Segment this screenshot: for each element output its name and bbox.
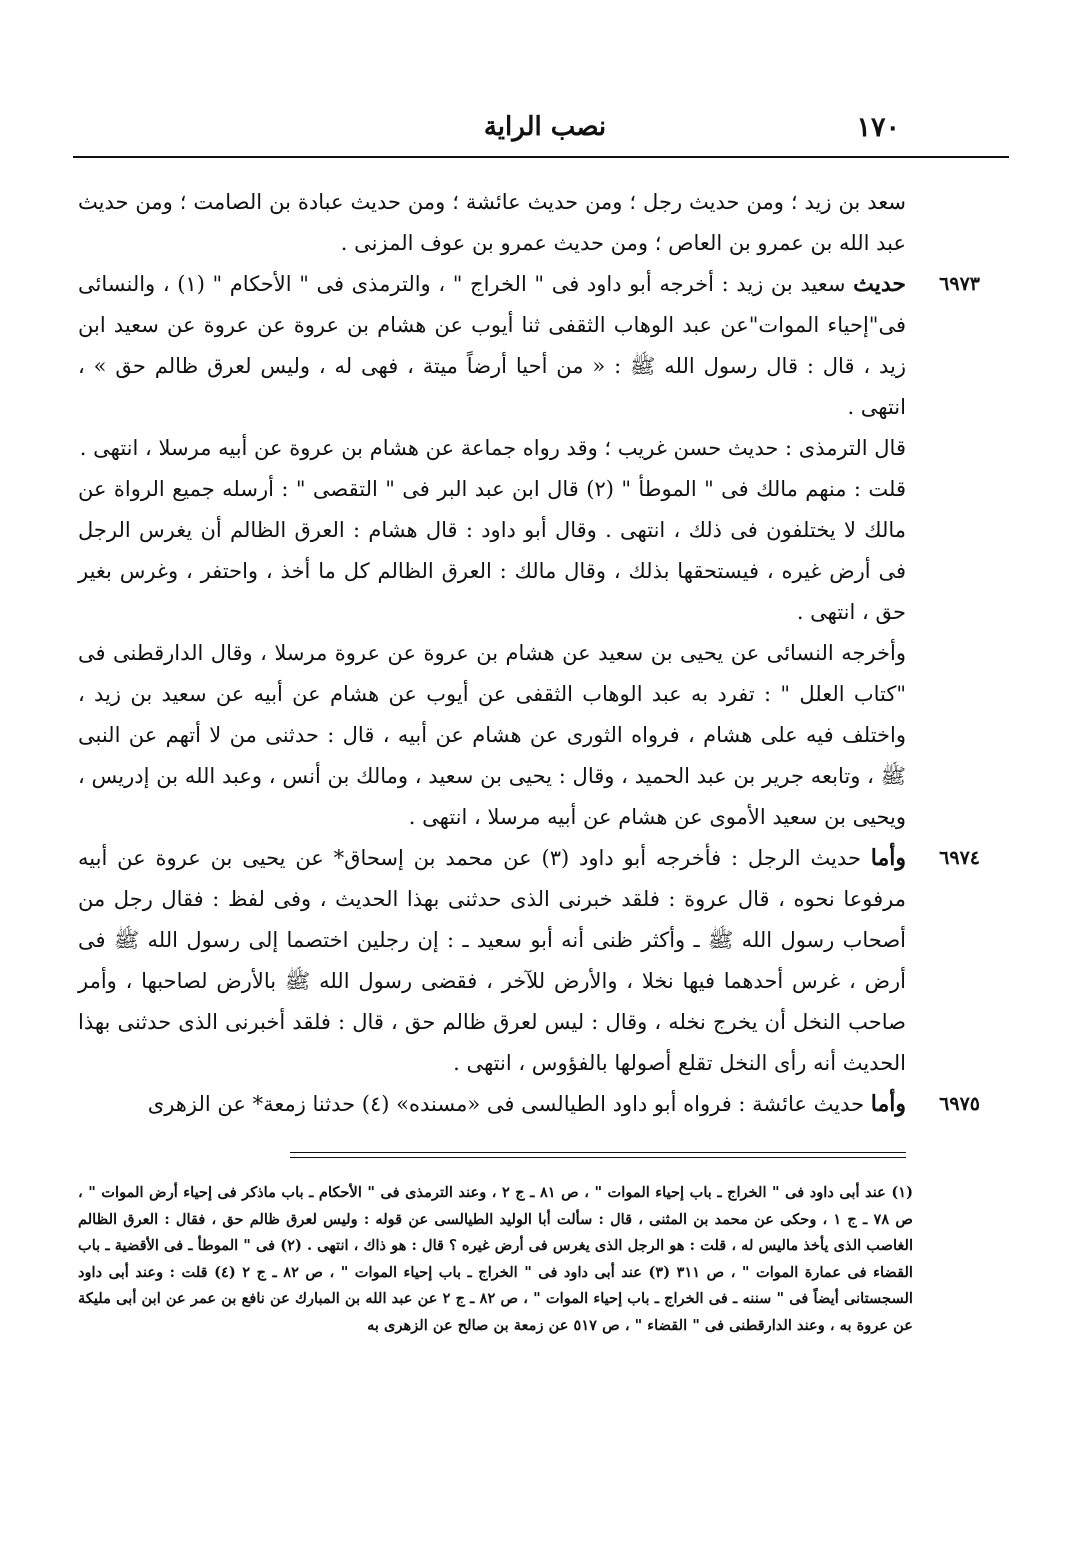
main-text	[78, 182, 980, 1125]
entry-number: ٦٩٧٤	[939, 847, 980, 869]
hadith-entry	[78, 838, 980, 1084]
entry-paragraph	[78, 1084, 906, 1125]
footnotes: (١) عند أبى داود فى " الخراج ـ باب إحياء الموات " ، ص ٨١ ـ ج ٢ ، وعند الترمذى فى " الأحكام ـ باب ماذكر فى إحياء أرض الموات " ، ص ٧٨ ـ ج ١ ، وحكى عن محمد بن المثنى ، قال : سألت أبا الوليد الطيالسى عن قوله : وليس لعرق ظالم حق ، فقال : العرق الظالم الغاصب الذى يأخذ ماليس له ، قلت : هو الرجل الذى يغرس فى أرض غيره ؟ قال : هو ذاك ، انتهى . (٢) فى " الموطأ ـ فى الأقضية ـ باب القضاء فى عمارة الموات " ، ص ٣١١ (٣) عند أبى داود فى " الخراج ـ باب إحياء الموات " ، ص ٨٢ ـ ج ٢ (٤) قلت : وعند أبى داود السجستانى أيضاً فى " سننه ـ فى الخراج ـ باب إحياء الموات " ، ص ٨٢ ـ ج ٢ عن عبد الله بن المبارك عن نافع بن عمر عن ابن أبى مليكة عن عروة به ، وعند الدارقطنى فى " القضاء " ، ص ٥١٧ عن زمعة بن صالح عن الزهرى به	[78, 1184, 914, 1334]
footnote-rule	[290, 1152, 906, 1158]
running-title: نصب الراية	[483, 112, 607, 142]
hadith-entry	[78, 264, 980, 838]
entry-lead-word: حديث	[853, 271, 906, 297]
entry-lead-word: وأما	[870, 1091, 906, 1117]
entry-paragraph	[78, 264, 906, 428]
entry-paragraph: وأخرجه النسائى عن يحيى بن سعيد عن هشام بن عروة عن عروة مرسلا ، وقال الدارقطنى فى "كتاب العلل " : تفرد به عبد الوهاب الثقفى عن أيوب عن هشام عن أبيه عن سعيد بن زيد ، واختلف فيه على هشام ، فرواه الثورى عن هشام عن أبيه ، قال : حدثنى من لا أتهم عن النبى ﷺ ، وتابعه جرير بن عبد الحميد ، وقال : يحيى بن سعيد ، ومالك بن أنس ، وعبد الله بن إدريس ، ويحيى بن سعيد الأموى عن هشام عن أبيه مرسلا ، انتهى .	[78, 641, 906, 829]
page-header	[75, 104, 1010, 152]
intro-paragraph: سعد بن زيد ؛ ومن حديث رجل ؛ ومن حديث عائشة ؛ ومن حديث عبادة بن الصامت ؛ ومن حديث عبد الله بن عمرو بن العاص ؛ ومن حديث عمرو بن عوف المزنى .	[78, 190, 906, 255]
entry-text: سعيد بن زيد : أخرجه أبو داود فى " الخراج " ، والترمذى فى " الأحكام " (١) ، والنسائى فى"إحياء الموات"عن عبد الوهاب الثقفى ثنا أيوب عن هشام بن عروة عن عروة عن سعيد ابن زيد ، قال : قال رسول الله ﷺ : « من أحيا أرضاً ميتة ، فهى له ، وليس لعرق ظالم حق » ، انتهى .	[78, 272, 906, 419]
header-rule	[73, 156, 1009, 158]
entry-number: ٦٩٧٥	[939, 1093, 980, 1115]
hadith-entry	[78, 1084, 980, 1125]
entry-text: حديث الرجل : فأخرجه أبو داود (٣) عن محمد بن إسحاق* عن يحيى بن عروة عن أبيه مرفوعا نحوه ، قال عروة : فلقد خبرنى الذى حدثنى بهذا الحديث ، وفى لفظ : فقال رجل من أصحاب رسول الله ﷺ ـ وأكثر ظنى أنه أبو سعيد ـ : إن رجلين اختصما إلى رسول الله ﷺ فى أرض ، غرس أحدهما فيها نخلا ، والأرض للآخر ، فقضى رسول الله ﷺ بالأرض لصاحبها ، وأمر صاحب النخل أن يخرج نخله ، وقال : ليس لعرق ظالم حق ، قال : فلقد أخبرنى الذى حدثنى بهذا الحديث أنه رأى النخل تقلع أصولها بالفؤوس ، انتهى .	[78, 846, 906, 1075]
entry-paragraph: قلت : منهم مالك فى " الموطأ " (٢) قال ابن عبد البر فى " التقصى " : أرسله جميع الرواة عن مالك لا يختلفون فى ذلك ، انتهى . وقال أبو داود : قال هشام : العرق الظالم أن يغرس الرجل فى أرض غيره ، فيستحقها بذلك ، وقال مالك : العرق الظالم كل ما أخذ ، واحتفر ، وغرس بغير حق ، انتهى .	[78, 477, 907, 624]
entry-lead-word: وأما	[870, 845, 907, 871]
entry-paragraph	[78, 838, 906, 1084]
entry-text: حديث عائشة : فرواه أبو داود الطيالسى فى «مسنده» (٤) حدثنا زمعة* عن الزهرى	[147, 1092, 865, 1116]
entry-paragraph: قال الترمذى : حديث حسن غريب ؛ وقد رواه جماعة عن هشام بن عروة عن أبيه مرسلا ، انتهى .	[79, 436, 906, 460]
entry-number: ٦٩٧٣	[939, 273, 980, 295]
page-number: ١٧٠	[856, 112, 900, 143]
